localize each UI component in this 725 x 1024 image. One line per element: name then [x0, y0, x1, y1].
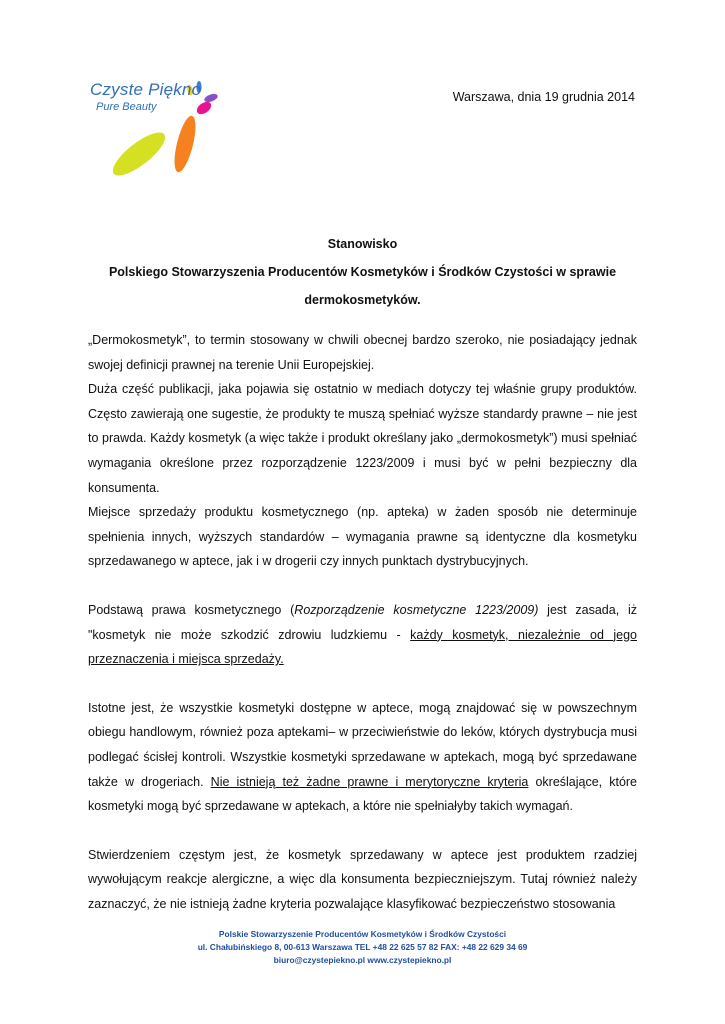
footer-contact: biuro@czystepiekno.pl www.czystepiekno.pl	[273, 955, 452, 965]
paragraph-5	[88, 696, 637, 819]
heading-line-3: dermokosmetyków.	[304, 293, 421, 307]
p4-underlined: każdy kosmetyk, niezależnie od jego przeznaczenia i miejsca sprzedaży.	[88, 627, 637, 667]
logo-title: Czyste Piękno	[90, 80, 202, 99]
logo-subtitle: Pure Beauty	[96, 101, 157, 113]
paragraph-3: Miejsce sprzedaży produktu kosmetycznego (np. apteka) w żaden sposób nie determinuje spełnienia innych, wyższych standardów – wymagania prawne są identyczne dla kosmetyku sprzedawanego w aptece, jak i w drogerii czy innych punktach dystrybucyjnych.	[88, 505, 637, 569]
paragraph-1: „Dermokosmetyk”, to termin stosowany w chwili obecnej bardzo szeroko, nie posiadający jednak swojej definicji prawnej na terenie Unii Europejskiej.	[88, 333, 637, 372]
petal-magenta	[195, 99, 214, 116]
footer	[88, 928, 637, 967]
paragraph-6: Stwierdzeniem częstym jest, że kosmetyk sprzedawany w aptece jest produktem rzadziej wywołującym reakcje alergiczne, a więc dla konsumenta bezpieczniejszym. Tutaj również należy zaznaczyć, że nie istnieją żadne kryteria pozwalające klasyfikować bezpieczeństwo stosowania	[88, 847, 637, 911]
petal-orange	[170, 114, 200, 174]
petal-violet	[203, 92, 219, 103]
paragraph-2: Duża część publikacji, jaka pojawia się ostatnio w mediach dotyczy tej właśnie grupy produktów. Często zawierają one sugestie, że produkty te muszą spełniać wyższe standardy prawne – nie jest to prawda. Każdy kosmetyk (a więc także i produkt określany jako „dermokosmetyk”) musi spełniać wymagania określone przez rozporządzenie 1223/2009 i musi być w pełni bezpieczny dla konsumenta.	[88, 382, 637, 495]
document-date: Warszawa, dnia 19 grudnia 2014	[452, 90, 635, 104]
paragraph-4	[88, 598, 637, 672]
p4-regulation-italic: Rozporządzenie kosmetyczne 1223/2009)	[294, 602, 539, 617]
footer-organization: Polskie Stowarzyszenie Producentów Kosmetyków i Środków Czystości	[218, 929, 507, 939]
logo	[84, 78, 234, 188]
p4-text-a: Podstawą prawa kosmetycznego (	[88, 602, 295, 617]
p4-text-c: jest zasada, iż "kosmetyk nie może szkodzić zdrowiu ludzkiemu -	[88, 602, 637, 642]
heading-line-1: Stanowisko	[327, 237, 398, 251]
p5-text-c: określające, które kosmetyki mogą być sprzedawane w aptekach, a które nie spełniałyby takich wymagań.	[88, 774, 638, 814]
document-body	[88, 328, 637, 916]
heading-line-2: Polskiego Stowarzyszenia Producentów Kosmetyków i Środków Czystości w sprawie	[108, 265, 617, 279]
p5-underlined: Nie istnieją też żadne prawne i merytoryczne kryteria	[210, 774, 529, 789]
document-heading	[88, 230, 637, 314]
footer-address: ul. Chałubińskiego 8, 00-613 Warszawa TEL +48 22 625 57 82 FAX: +48 22 629 34 69	[197, 942, 528, 952]
petal-lime	[107, 126, 171, 183]
p5-text-a: Istotne jest, że wszystkie kosmetyki dostępne w aptece, mogą znajdować się w powszechnym obiegu handlowym, również poza aptekami– w przeciwieństwie do leków, których dystrybucja musi podlegać ścisłej kontroli. Wszystkie kosmetyki sprzedawane w aptekach, mogą być sprzedawane także w drogeriach.	[88, 700, 637, 789]
